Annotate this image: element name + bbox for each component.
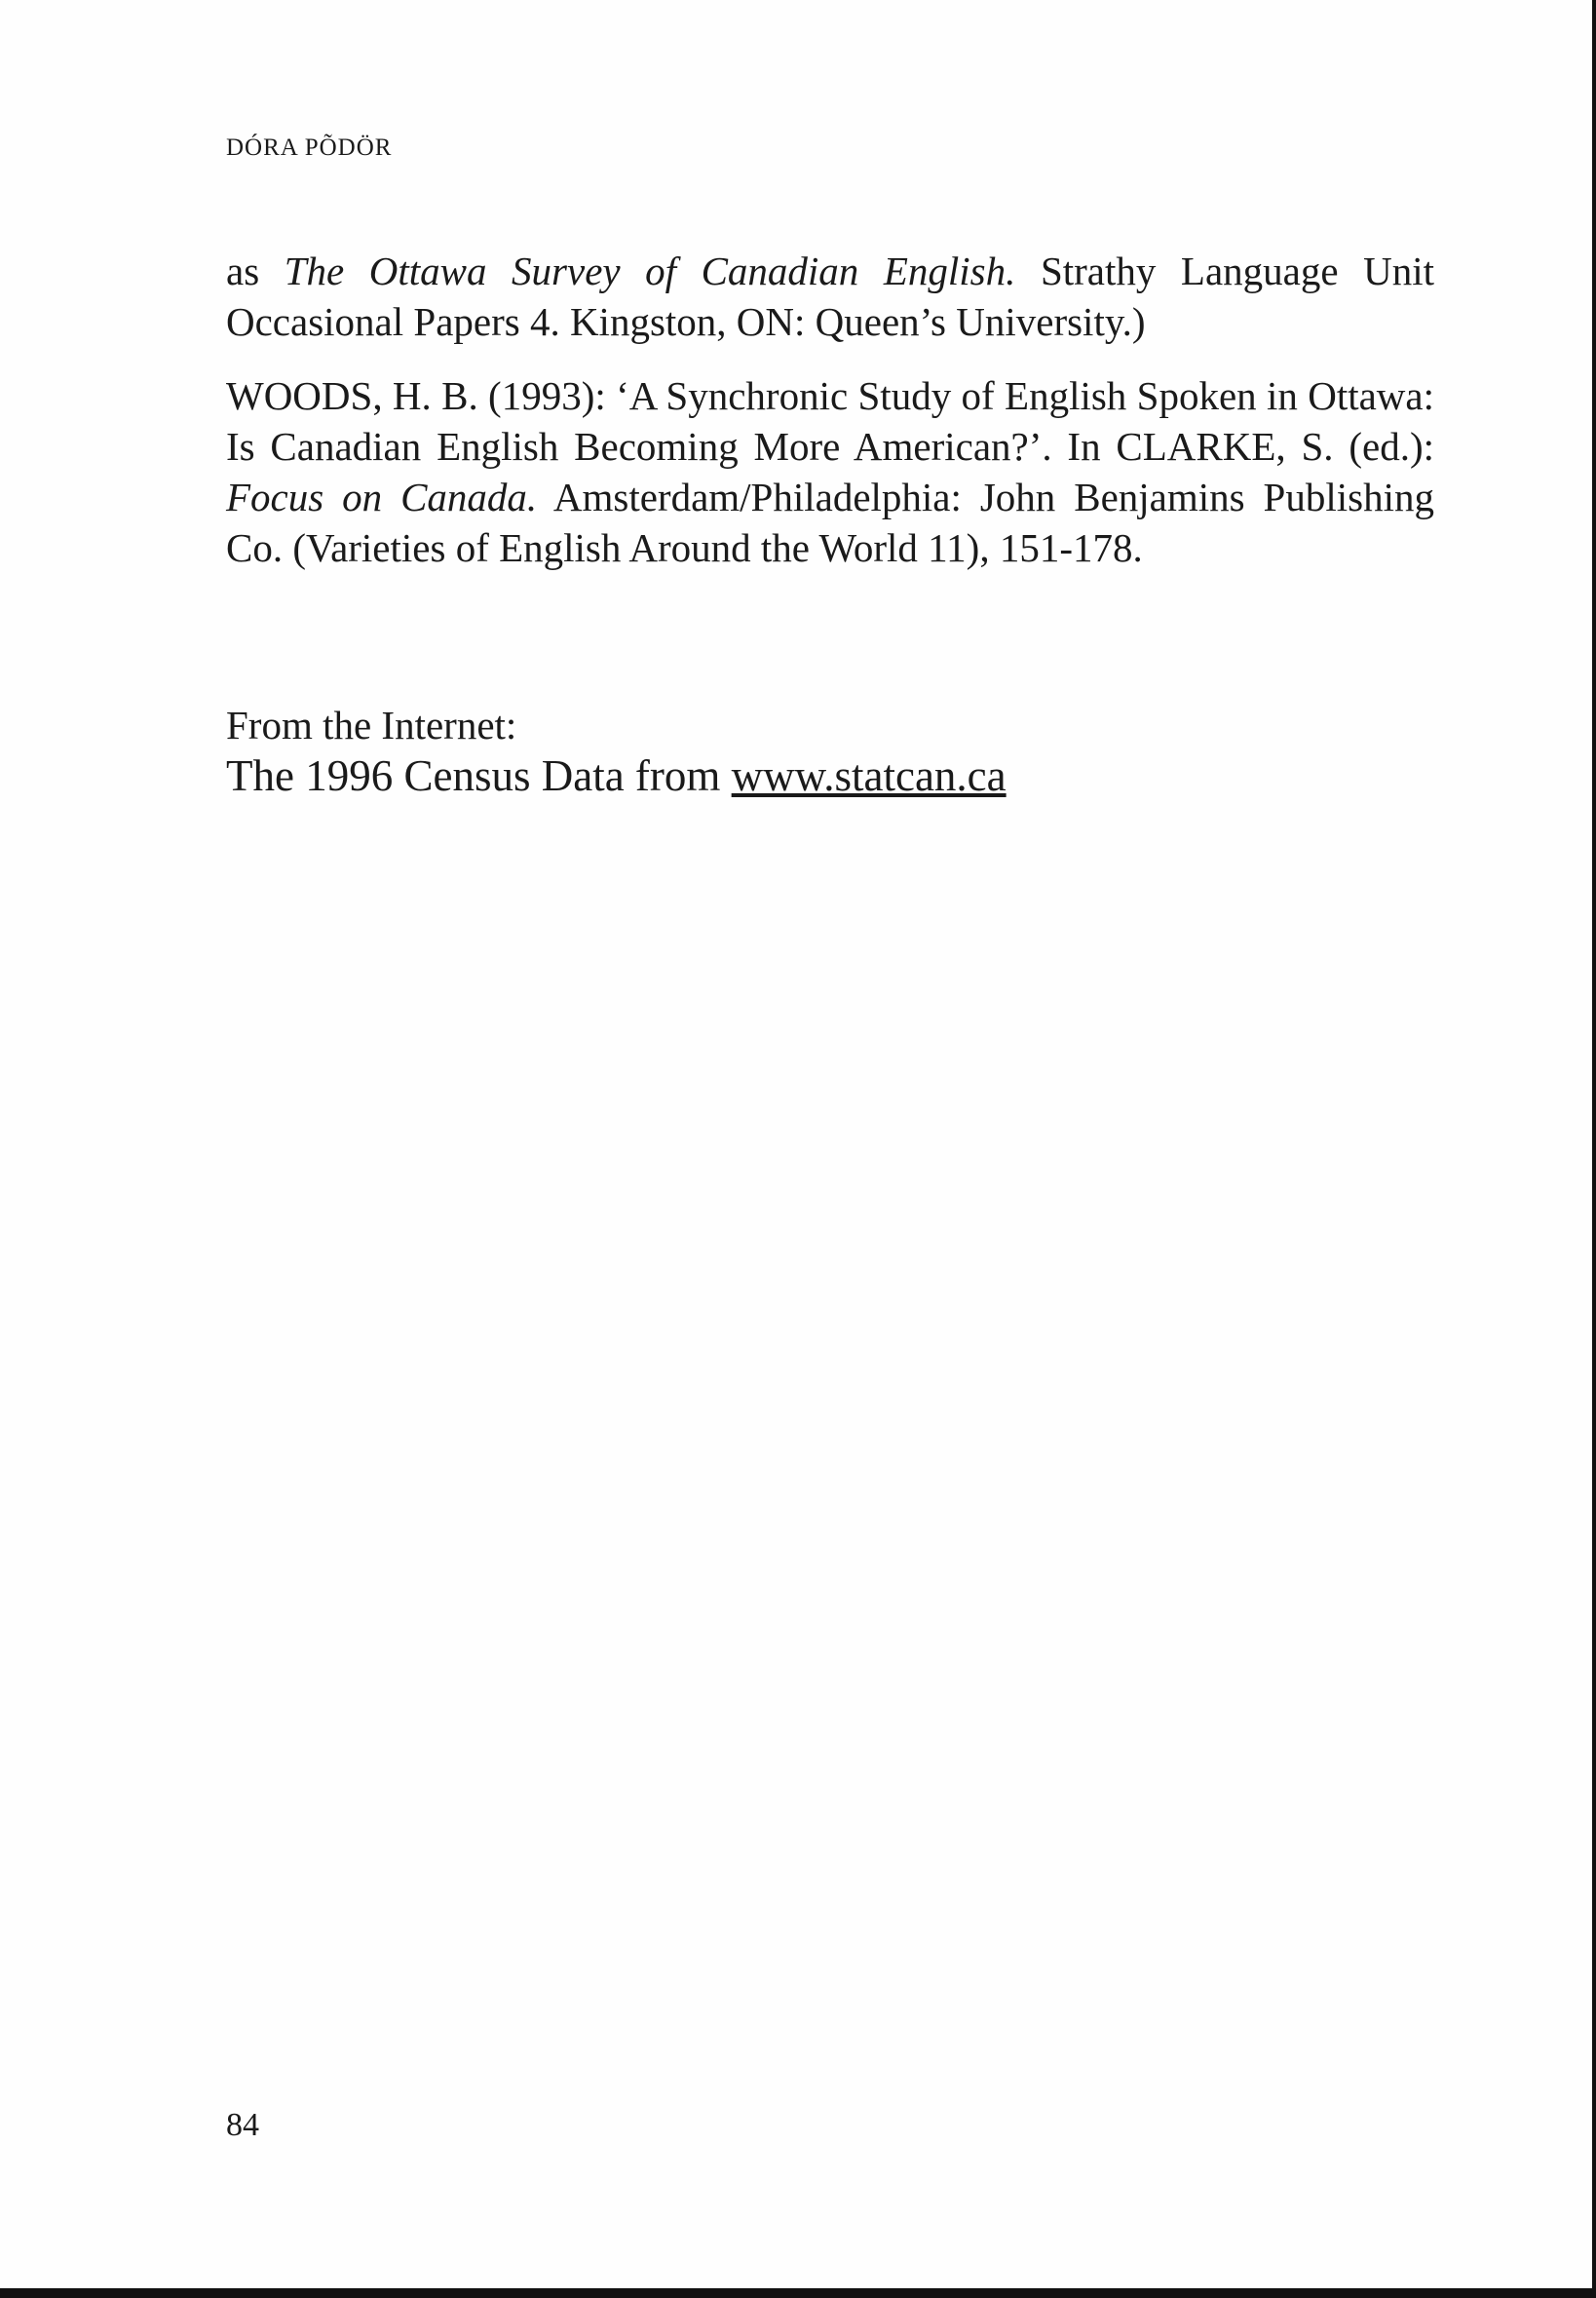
reference-woods: [226, 370, 1434, 573]
internet-sources: [226, 700, 1434, 801]
page-number: 84: [226, 2107, 259, 2143]
internet-heading: From the Internet:: [226, 703, 517, 747]
reference-details: Strathy Language Unit Occasional Papers 4. Kingston, ON: Queen’s University.): [226, 249, 1434, 344]
internet-source-prefix: The 1996 Census Data from: [226, 751, 732, 800]
internet-source-line: [226, 750, 1434, 801]
page-edge-bottom: [0, 2288, 1596, 2298]
reference-title: The Ottawa Survey of Canadian English.: [284, 249, 1016, 293]
reference-woods-part1: WOODS, H. B. (1993): ‘A Synchronic Study of English Spoken in Ottawa: Is Canadian English Becoming More American?’. In CLARKE, S. (ed.):: [226, 373, 1434, 469]
statcan-link[interactable]: www.statcan.ca: [731, 751, 1007, 800]
page-edge-right: [1592, 0, 1596, 2298]
reference-woods-part2: Amsterdam/Philadelphia: John Benjamins Publishing Co. (Varieties of English Around the World 11), 151-178.: [226, 475, 1434, 570]
reference-continuation: [226, 246, 1434, 347]
reference-prefix: as: [226, 249, 285, 293]
reference-woods-title: Focus on Canada.: [226, 475, 538, 519]
running-head: DÓRA PÕDÖR: [226, 134, 393, 161]
